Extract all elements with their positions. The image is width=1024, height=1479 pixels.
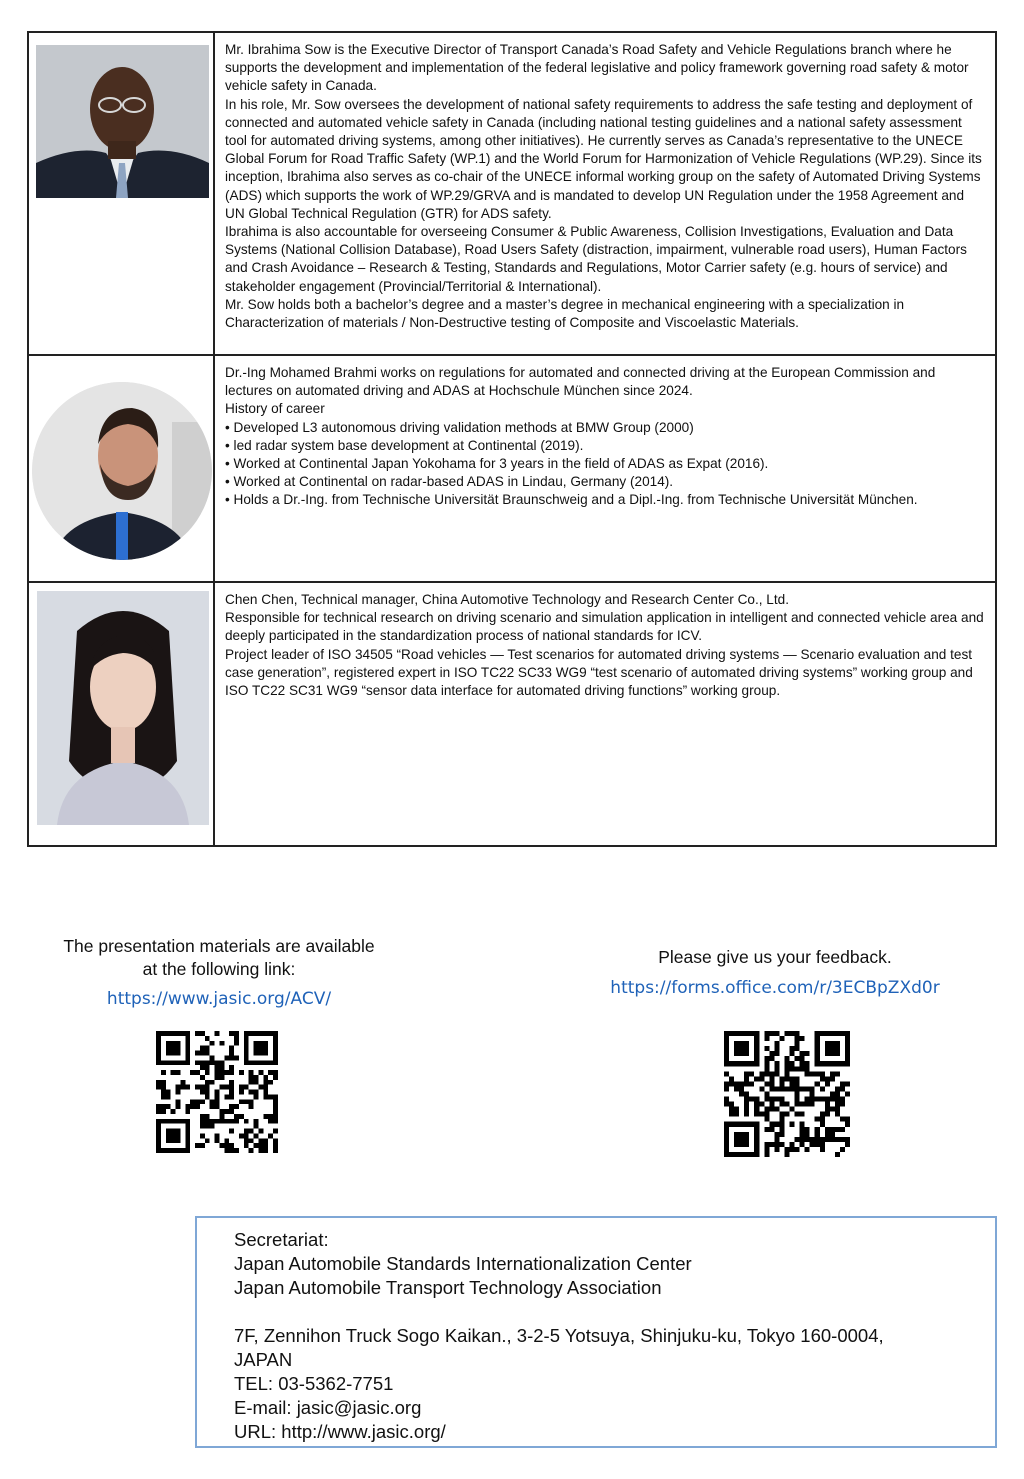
bio-text-chen bbox=[214, 582, 996, 846]
materials-link[interactable]: https://www.jasic.org/ACV/ bbox=[106, 989, 332, 1009]
feedback-qr-code-icon[interactable] bbox=[724, 1031, 850, 1157]
bio-row-brahmi bbox=[28, 355, 996, 582]
secretariat-box bbox=[195, 1216, 997, 1448]
secretariat-email: E-mail: jasic@jasic.org bbox=[234, 1397, 422, 1418]
materials-qr-code-icon[interactable] bbox=[156, 1031, 278, 1153]
secretariat-label: Secretariat: bbox=[234, 1229, 329, 1250]
bio-paragraph: Mr. Ibrahima Sow is the Executive Director of Transport Canada’s Road Safety and Vehicle Regulations branch where he supports the development and implementation of the federal legislative and policy framework governing road safety & motor vehicle safety in Canada. bbox=[225, 42, 969, 94]
photo-cell bbox=[28, 582, 214, 846]
bio-row-chen bbox=[28, 582, 996, 846]
feedback-section bbox=[560, 946, 990, 998]
speaker-bio-table bbox=[27, 31, 997, 847]
photo-cell bbox=[28, 32, 214, 355]
speaker-photo-sow bbox=[36, 45, 209, 198]
bio-text-sow bbox=[214, 32, 996, 355]
bio-paragraph: Mr. Sow holds both a bachelor’s degree and a master’s degree in mechanical engineering with a specialization in Characterization of materials / Non-Destructive testing of Composite and Viscoelastic Materials. bbox=[225, 296, 905, 331]
bio-paragraph: Project leader of ISO 34505 “Road vehicles — Test scenarios for automated driving systems — Scenario evaluation and test case generation”, registered expert in ISO TC22 SC33 WG9 “test scenario of automated driving systems” working group and ISO TC22 SC31 WG9 “sensor data interface for automated driving functions” working group. bbox=[225, 646, 973, 699]
materials-section bbox=[40, 935, 398, 1009]
materials-note-line1: The presentation materials are available bbox=[63, 936, 375, 956]
list-item: • Worked at Continental Japan Yokohama for 3 years in the field of ADAS as Expat (2016). bbox=[225, 455, 985, 473]
career-list bbox=[225, 419, 985, 510]
bio-paragraph: History of career bbox=[225, 401, 325, 417]
materials-note-line2: at the following link: bbox=[142, 959, 296, 979]
secretariat-address: JAPAN bbox=[234, 1349, 293, 1370]
list-item: • led radar system base development at Continental (2019). bbox=[225, 437, 985, 455]
list-item: • Holds a Dr.-Ing. from Technische Universität Braunschweig and a Dipl.-Ing. from Technische Universität München. bbox=[225, 491, 985, 509]
feedback-link[interactable]: https://forms.office.com/r/3ECBpZXd0r bbox=[610, 978, 940, 998]
bio-paragraph: Ibrahima is also accountable for overseeing Consumer & Public Awareness, Collision Investigations, Evaluation and Data Systems (National Collision Database), Road Users Safety (distraction, impairment, vulnerable road users), Human Factors and Crash Avoidance – Research & Testing, Standards and Regulations, Motor Carrier safety (e.g. hours of service) and stakeholder engagement (Provincial/Territorial & International). bbox=[225, 224, 967, 294]
bio-paragraph: Responsible for technical research on driving scenario and simulation application in intelligent and connected vehicle area and deeply participated in the standardization process of national standards for ICV. bbox=[225, 610, 984, 644]
secretariat-address: 7F, Zennihon Truck Sogo Kaikan., 3-2-5 Yotsuya, Shinjuku-ku, Tokyo 160-0004, bbox=[234, 1325, 884, 1346]
secretariat-tel: TEL: 03-5362-7751 bbox=[234, 1373, 394, 1394]
secretariat-org: Japan Automobile Standards Internationalization Center bbox=[234, 1253, 692, 1274]
secretariat-url: URL: http://www.jasic.org/ bbox=[234, 1421, 446, 1442]
list-item: • Developed L3 autonomous driving validation methods at BMW Group (2000) bbox=[225, 419, 985, 437]
photo-cell bbox=[28, 355, 214, 582]
bio-row-sow bbox=[28, 32, 996, 355]
speaker-photo-chen bbox=[37, 591, 209, 825]
speaker-photo-brahmi bbox=[32, 382, 212, 560]
secretariat-org: Japan Automobile Transport Technology Association bbox=[234, 1277, 662, 1298]
bio-paragraph: Chen Chen, Technical manager, China Automotive Technology and Research Center Co., Ltd. bbox=[225, 592, 789, 607]
feedback-note: Please give us your feedback. bbox=[658, 947, 892, 967]
bio-paragraph: Dr.-Ing Mohamed Brahmi works on regulations for automated and connected driving at the European Commission and lectures on automated driving and ADAS at Hochschule München since 2024. bbox=[225, 365, 936, 399]
list-item: • Worked at Continental on radar-based ADAS in Lindau, Germany (2014). bbox=[225, 473, 985, 491]
bio-paragraph: In his role, Mr. Sow oversees the development of national safety requirements to address the safe testing and deployment of connected and automated vehicle safety in Canada (including national testing guidelines and a national safety assessment tool for automated driving systems, among other initiatives). He currently serves as Canada’s representative to the UNECE Global Forum for Road Traffic Safety (WP.1) and the World Forum for Harmonization of Vehicle Regulations (WP.29). Since its inception, Ibrahima also serves as co-chair of the UNECE informal working group on the safety of Automated Driving Systems (ADS) which supports the work of WP.29/GRVA and is mandated to develop UN Regulation under the 1958 Agreement and UN Global Technical Regulation (GTR) for ADS safety. bbox=[225, 96, 982, 221]
bio-text-brahmi bbox=[214, 355, 996, 582]
